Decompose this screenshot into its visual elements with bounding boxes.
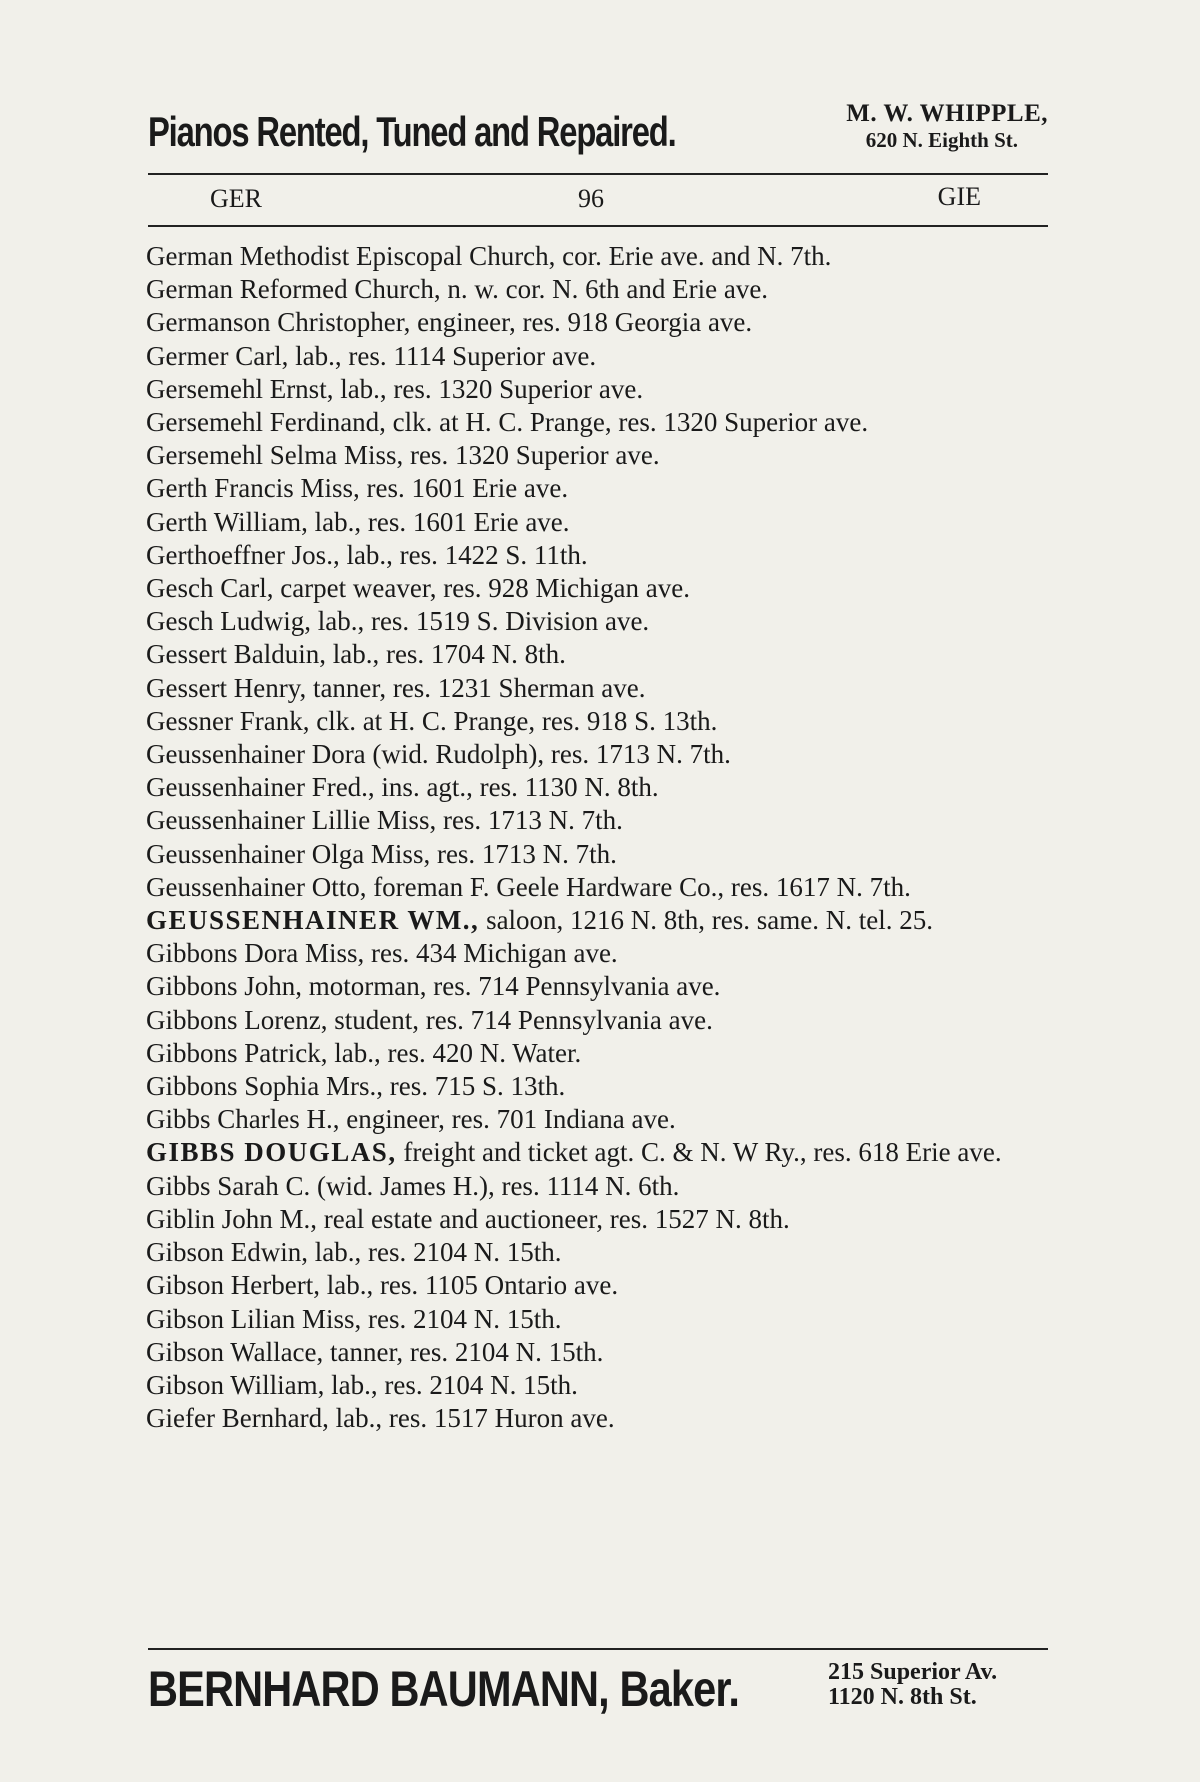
directory-entry bbox=[146, 306, 1050, 339]
directory-entry bbox=[146, 672, 1050, 705]
directory-entry bbox=[146, 1369, 1050, 1402]
bottom-ad-headline: BERNHARD BAUMANN, Baker. bbox=[148, 1661, 740, 1717]
entry-bold-name: GIBBS DOUGLAS, bbox=[146, 1137, 397, 1168]
bottom-advertisement bbox=[148, 1660, 1048, 1730]
directory-entry bbox=[146, 771, 1050, 804]
entry-text: Giefer Bernhard, lab., res. 1517 Huron ave. bbox=[146, 1403, 615, 1434]
bottom-ad-addresses bbox=[828, 1660, 997, 1710]
entry-text: Gesch Carl, carpet weaver, res. 928 Michigan ave. bbox=[146, 573, 690, 604]
directory-entry bbox=[146, 638, 1050, 671]
top-ad-headline: Pianos Rented, Tuned and Repaired. bbox=[148, 108, 676, 155]
top-ad-address: 620 N. Eighth St. bbox=[865, 128, 1018, 152]
directory-entry bbox=[146, 1037, 1050, 1070]
directory-entry bbox=[146, 1004, 1050, 1037]
entry-text: German Reformed Church, n. w. cor. N. 6th and Erie ave. bbox=[146, 274, 769, 305]
entry-text: Gibbons Patrick, lab., res. 420 N. Water. bbox=[146, 1037, 582, 1068]
directory-entry bbox=[146, 871, 1050, 904]
entry-text: saloon, 1216 N. 8th, res. same. N. tel. 25. bbox=[479, 905, 933, 936]
top-advertisement bbox=[148, 100, 1048, 172]
entry-text: Gesch Ludwig, lab., res. 1519 S. Division ave. bbox=[146, 606, 650, 637]
directory-entry bbox=[146, 970, 1050, 1003]
directory-entry bbox=[146, 838, 1050, 871]
directory-entry bbox=[146, 605, 1050, 638]
directory-listing bbox=[146, 240, 1050, 1435]
directory-entry bbox=[146, 1103, 1050, 1136]
directory-entry bbox=[146, 937, 1050, 970]
directory-entry bbox=[146, 406, 1050, 439]
entry-text: Germer Carl, lab., res. 1114 Superior ave. bbox=[146, 340, 597, 371]
entry-text: Geussenhainer Dora (wid. Rudolph), res. 1713 N. 7th. bbox=[146, 739, 731, 770]
directory-entry bbox=[146, 506, 1050, 539]
directory-entry bbox=[146, 738, 1050, 771]
entry-text: Gibbons Dora Miss, res. 434 Michigan ave. bbox=[146, 938, 618, 969]
entry-text: Gersemehl Selma Miss, res. 1320 Superior ave. bbox=[146, 440, 660, 471]
directory-entry bbox=[146, 1170, 1050, 1203]
header-rule bbox=[148, 225, 1048, 227]
entry-text: Gibson Lilian Miss, res. 2104 N. 15th. bbox=[146, 1303, 562, 1334]
entry-bold-name: GEUSSENHAINER WM., bbox=[146, 905, 480, 936]
entry-text: Gibson Edwin, lab., res. 2104 N. 15th. bbox=[146, 1237, 562, 1268]
top-rule bbox=[148, 173, 1048, 175]
entry-text: Geussenhainer Olga Miss, res. 1713 N. 7th. bbox=[146, 838, 617, 869]
directory-entry bbox=[146, 439, 1050, 472]
directory-entry bbox=[146, 705, 1050, 738]
directory-entry bbox=[146, 1402, 1050, 1435]
running-head-left: GER bbox=[210, 184, 262, 213]
entry-text: Gersemehl Ferdinand, clk. at H. C. Prange, res. 1320 Superior ave. bbox=[146, 407, 869, 438]
entry-text: Geussenhainer Fred., ins. agt., res. 1130 N. 8th. bbox=[146, 772, 659, 803]
entry-text: Gessert Henry, tanner, res. 1231 Sherman ave. bbox=[146, 672, 646, 703]
directory-entry bbox=[146, 1236, 1050, 1269]
bottom-ad-address-1: 215 Superior Av. bbox=[828, 1659, 998, 1685]
entry-text: Gibson Herbert, lab., res. 1105 Ontario ave. bbox=[146, 1270, 619, 1301]
entry-text: Gersemehl Ernst, lab., res. 1320 Superior ave. bbox=[146, 373, 644, 404]
entry-text: German Methodist Episcopal Church, cor. Erie ave. and N. 7th. bbox=[146, 241, 832, 271]
directory-entry bbox=[146, 273, 1050, 306]
entry-text: Giblin John M., real estate and auctioneer, res. 1527 N. 8th. bbox=[146, 1203, 790, 1234]
directory-entry bbox=[146, 1070, 1050, 1103]
entry-text: Gessner Frank, clk. at H. C. Prange, res. 918 S. 13th. bbox=[146, 705, 718, 736]
directory-entry bbox=[146, 1303, 1050, 1336]
running-head-right: GIE bbox=[937, 182, 981, 211]
top-ad-advertiser bbox=[846, 100, 1048, 152]
entry-text: Gerth Francis Miss, res. 1601 Erie ave. bbox=[146, 473, 569, 504]
entry-text: Gibbs Charles H., engineer, res. 701 Indiana ave. bbox=[146, 1104, 676, 1135]
entry-text: Gibbs Sarah C. (wid. James H.), res. 1114 N. 6th. bbox=[146, 1170, 680, 1201]
entry-text: Gessert Balduin, lab., res. 1704 N. 8th. bbox=[146, 639, 566, 670]
directory-entry bbox=[146, 373, 1050, 406]
directory-entry bbox=[146, 1269, 1050, 1302]
bottom-ad-address-2: 1120 N. 8th St. bbox=[828, 1684, 977, 1710]
directory-entry bbox=[146, 472, 1050, 505]
directory-entry bbox=[146, 340, 1050, 373]
directory-entry bbox=[146, 804, 1050, 837]
entry-text: Gibbons Lorenz, student, res. 714 Pennsylvania ave. bbox=[146, 1004, 713, 1035]
entry-text: Gerth William, lab., res. 1601 Erie ave. bbox=[146, 506, 570, 537]
directory-entry bbox=[146, 1203, 1050, 1236]
entry-text: Gerthoeffner Jos., lab., res. 1422 S. 11th. bbox=[146, 539, 588, 570]
directory-entry bbox=[146, 1336, 1050, 1369]
entry-text: Gibson Wallace, tanner, res. 2104 N. 15th. bbox=[146, 1336, 604, 1367]
entry-text: Gibson William, lab., res. 2104 N. 15th. bbox=[146, 1369, 578, 1400]
top-ad-name: M. W. WHIPPLE, bbox=[846, 100, 1048, 127]
entry-text: Germanson Christopher, engineer, res. 918 Georgia ave. bbox=[146, 307, 753, 338]
directory-entry bbox=[146, 240, 1050, 273]
entry-text: Gibbons Sophia Mrs., res. 715 S. 13th. bbox=[146, 1071, 566, 1102]
page-number: 96 bbox=[578, 184, 604, 213]
entry-text: Geussenhainer Otto, foreman F. Geele Hardware Co., res. 1617 N. 7th. bbox=[146, 871, 911, 902]
directory-entry bbox=[146, 572, 1050, 605]
directory-entry bbox=[146, 1136, 1050, 1169]
running-head bbox=[148, 180, 1048, 220]
bottom-rule bbox=[148, 1648, 1048, 1650]
entry-text: Gibbons John, motorman, res. 714 Pennsylvania ave. bbox=[146, 971, 721, 1002]
directory-entry bbox=[146, 539, 1050, 572]
directory-entry bbox=[146, 904, 1050, 937]
entry-text: Geussenhainer Lillie Miss, res. 1713 N. 7th. bbox=[146, 805, 623, 836]
entry-text: freight and ticket agt. C. & N. W Ry., res. 618 Erie ave. bbox=[396, 1137, 1002, 1168]
